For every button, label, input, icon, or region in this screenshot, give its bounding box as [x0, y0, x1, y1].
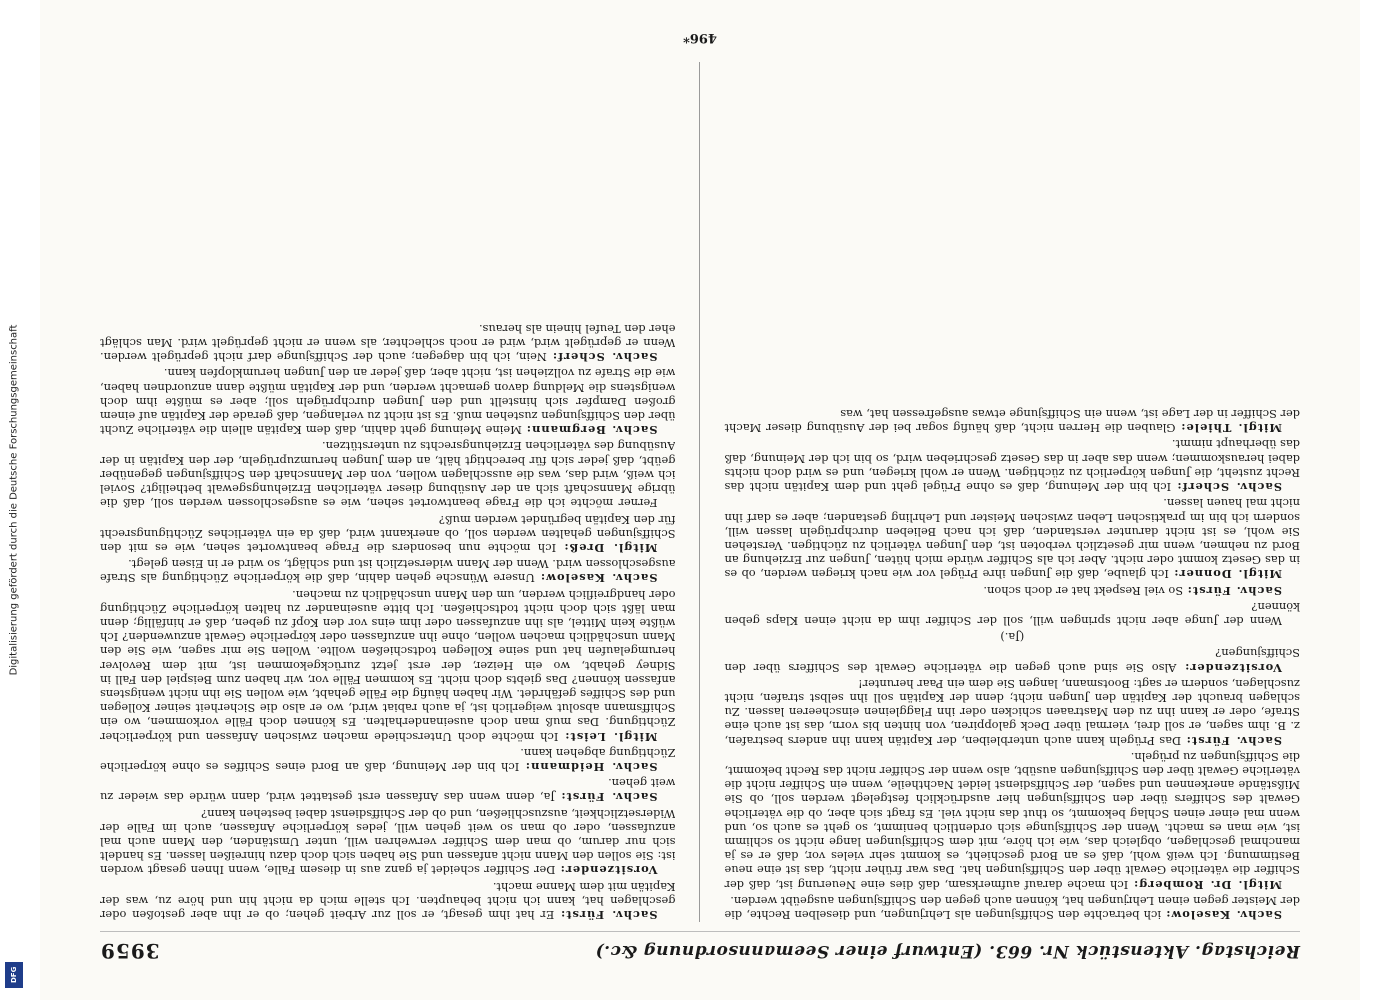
speaker-name: Vorsitzender:: [559, 863, 658, 878]
speaker-name: Sachv. Scherf:: [1176, 480, 1282, 495]
speech-text: Der Schiffer scheidet ja ganz aus in diesem Falle, wenn Ihnen gesagt worden ist: Sie sollen den Mann nicht anfassen und Sie haben sich doch dazu hinreißen lassen. Es handelt sich nur darum, ob man dem Schiffer verwehren will, unter Umständen, den Mann auch mal anzufassen, oder ob man so weit gehen will, jedes körperliche Anfassen, auch im Falle der Widersetzlichkeit, auszuschließen, und ob der Schiffsdienst dabei bestehen kann?: [100, 806, 676, 878]
speech-paragraph: [725, 750, 1301, 892]
speaker-name: Sachv. Scherf:: [551, 350, 658, 365]
speaker-name: Sachv. Kaselow:: [539, 571, 658, 586]
speaker-name: Mitgl. Dr. Romberg:: [1133, 877, 1282, 892]
speaker-name: Mitgl. Dreß:: [563, 540, 658, 555]
speaker-name: Sachv. Heidmann:: [524, 759, 658, 774]
speech-text: Wenn der Junge aber nicht springen will, soll der Schiffer ihm da nicht einen Klaps geben können?: [724, 599, 1300, 628]
speaker-name: Sachv. Fürst:: [560, 790, 658, 805]
speech-text: Glauben die Herren nicht, daß häufig sogar bei der Ausübung dieser Macht der Schiffer in der Lage ist, wenn ein Schiffsjunge etwas ausgefressen hat, was: [724, 407, 1300, 436]
dfg-logo: DFG: [5, 962, 23, 988]
speech-paragraph: [100, 879, 676, 922]
scanned-page: [40, 0, 1360, 1000]
speech-text: So viel Respekt hat er doch schon.: [983, 583, 1184, 598]
speech-text: Ja, denn wenn das Anfassen erst gestattet wird, dann würde das wieder zu weit gehen.: [100, 776, 676, 805]
speech-paragraph: [725, 600, 1301, 628]
speech-paragraph: [725, 407, 1301, 435]
speech-paragraph: [100, 322, 676, 365]
text-columns: [100, 62, 1300, 922]
speaker-name: Mitgl. Donner:: [1173, 567, 1282, 582]
speech-text: Ich mache darauf aufmerksam, daß dies eine Neuerung ist, daß der Schiffer die väterliche Gewalt über den Schiffsjungen hat. Das war früher nicht, das ist eine neue Bestimmung. Ich weiß wohl, daß es an Bord geschieht, es kommt sehr vieles vor, daß er es ja manchmal geschlagen, obgleich das, wie ich höre, mit dem Schiffsjungen lange nicht so schlimm ist, wie man es macht. Wenn der Schiffsjunge sich ordentlich benimmt, so geht es auch so, und wenn mal einer einen Schlag bekommt, so thut das nicht viel. Es fragt sich aber, ob die väterliche Gewalt des Schiffers über den Schiffsjungen hier ausdrücklich festgelegt werden soll, ob Sie Mißstände anerkennen und sagen, der Schiffsdienst leidet Nachtheile, wenn ein Schiffer nicht die väterliche Gewalt über den Schiffsjungen ausübt, also wenn der Schiffer nicht das Recht bekommt, die Schiffsjungen zu prügeln.: [724, 749, 1300, 892]
speech-text: Ich möchte nun besonders die Frage beantwortet sehen, wie es mit den Schiffsjungen gehalten werden soll, ob anerkannt wird, daß da ein väterliches Züchtigungsrecht für den Kapitän begründet werden muß?: [100, 512, 676, 555]
speech-text: Er hat ihm gesagt, er soll zur Arbeit gehen; ob er ihn aber gestoßen oder geschlagen hat, kann ich nicht behaupten. Ich stelle mich da nicht hin und höre zu, was der Kapitän mit dem Manne macht.: [100, 879, 676, 922]
speech-text: Also Sie sind auch gegen die väterliche Gewalt des Schiffers über den Schiffsjungen?: [724, 646, 1300, 675]
speaker-name: Sachv. Fürst:: [560, 908, 658, 922]
page-number: 3959: [100, 939, 160, 963]
speech-paragraph: [725, 646, 1301, 674]
speech-paragraph: [100, 806, 676, 877]
speech-paragraph: [100, 587, 676, 743]
speech-paragraph: [100, 746, 676, 774]
speech-paragraph: [100, 439, 676, 510]
speech-text: Unsere Wünsche gehen dahin, daß die körperliche Züchtigung als Strafe ausgeschlossen wird. Wenn der Mann widersetzlich ist und schlägt, so wird er in Eisen gelegt.: [100, 557, 676, 586]
digitization-credit-strip: [0, 0, 28, 1000]
speech-paragraph: [100, 512, 676, 555]
column-divider: [700, 62, 701, 922]
right-column: [100, 62, 676, 922]
speaker-name: Sachv. Kaselow:: [1165, 908, 1282, 922]
speech-paragraph: [725, 677, 1301, 748]
speaker-name: Sachv. Bergmann:: [525, 423, 658, 438]
speech-paragraph: [725, 583, 1301, 597]
speech-paragraph: [725, 496, 1301, 581]
speech-text: Das Prügeln kann auch unterbleiben, der Kapitän kann ihn anders bestrafen, z. B. ihm sagen, er soll drei, viermal über Deck galoppiren, von hinten bis vorn, das ist auch eine Strafe, oder er kann ihn zu den Mastraaen schicken oder ihn Flaggleinen einscheeren lassen. Zu schlagen braucht der Kapitän den Jungen nicht; denn der Kapitän soll ihn selbst strafen, nicht zuschlagen, sondern er sagt: Bootsmann, langen Sie dem ein Paar herunter!: [724, 676, 1300, 748]
speech-paragraph: [100, 366, 676, 437]
digitization-credit-text: Digitalisierung gefördert durch die Deutsche Forschungsgemeinschaft: [8, 324, 20, 676]
speech-paragraph: [100, 557, 676, 585]
speech-text: Ich bin der Meinung, daß es ohne Prügel geht und dem Kapitän nicht das Recht zusteht, die Jungen körperlich zu züchtigen. Wenn er wohl kriegen, und es wird doch nichts dabei herauskommen; wenn das aber in das Gesetz geschrieben wird, so bin ich der Meinung, daß das überhaupt nimmt.: [724, 437, 1300, 495]
sheet-number: 496*: [683, 30, 717, 45]
speech-text: Ich möchte doch Unterschiede machen zwischen Anfassen und körperlicher Züchtigung. Das muß man doch auseinanderhalten. Es können doch Fälle vorkommen, wo ein Schiffsmann absolut weigerlich ist, ja auch rabiat wird, wo er also die Sicherheit seiner Kollegen und des Schiffes gefährdet. Wir haben häufig die Fälle gehabt, wie wollen Sie ihn nicht wenigstens anfassen können? Das giebts doch nicht. Es kommen Fälle vor, wir haben zum Beispiel den Fall in Sidney gehabt, wo ein Heizer, der erst jetzt zurückgekommen ist, mit dem Revolver herumgelaufen hat und seine Kollegen todtschießen wollte. Wollen Sie mir sagen, wie Sie den Mann unschädlich machen wollen, ohne ihn anzufassen oder körperliche Gewalt anzuwenden? Ich wüßte kein Mittel, als ihn anzufassen oder ihm eins vor den Kopf zu geben, daß er hinfällig; denn man läßt sich doch nicht todtschießen. Ich bitte auseinander zu halten körperliche Züchtigung oder handgreiflich werden, um den Mann unschädlich zu machen.: [100, 587, 676, 744]
running-title: Reichstag. Aktenstück Nr. 663. (Entwurf einer Seemannsordnung &c.): [595, 941, 1300, 961]
speech-paragraph: [100, 776, 676, 804]
page-header: [100, 931, 1300, 970]
left-column: [725, 62, 1301, 922]
speech-text: ich betrachte den Schiffsjungen als Lehrjungen, und dieselben Rechte, die der Meister gegen einen Lehrjungen hat, können auch gegen den Schiffsjungen ausgeübt werden.: [724, 893, 1300, 922]
interjection: (Ja.): [1000, 630, 1025, 645]
speech-text: Meine Meinung geht dahin, daß dem Kapitän allein die väterliche Zucht über den Schiffsjungen zustehen muß. Es ist nicht zu verlangen, daß gerade der Kapitän auf einem großen Dampfer sich hinstellt und den Jungen durchprügeln soll; aber es müßte ihm doch wenigstens die Meldung davon gemacht werden, und der Kapitän müßte dann anzuordnen haben, wie die Strafe zu vollziehen ist, nicht aber, daß jeder an den Jungen herumklopfen kann.: [100, 366, 676, 438]
speech-text: Ich bin der Meinung, daß an Bord eines Schiffes es ohne körperliche Züchtigung abgehen kann.: [100, 745, 676, 774]
speaker-name: Sachv. Fürst:: [1185, 733, 1282, 748]
speaker-name: Sachv. Fürst:: [1186, 583, 1282, 598]
speaker-name: Mitgl. Thiele:: [1180, 421, 1282, 436]
speaker-name: Vorsitzender:: [1184, 660, 1282, 675]
speech-text: Nein, ich bin dagegen; auch der Schiffsjunge darf nicht geprügelt werden. Wenn er geprügelt wird, wird er noch schlechter, als wenn er nicht geprügelt wird. Man schlägt eher den Teufel hinein als heraus.: [100, 321, 676, 365]
speech-text: Ferner möchte ich die Frage beantwortet sehen, wie es ausgeschlossen werden soll, daß die übrige Mannschaft sich an der Ausübung dieser väterlichen Erziehungsgewalt betheiligt? Soviel ich weiß, wird das, was die ausschlagen wollen, von der Mannschaft den Schiffsjungen gegenüber geübt, daß jeder sich für berechtigt hält, an dem Jungen herumzuprügeln, der den Kapitän in der Ausübung des väterlichen Erziehungsrechts zu unterstützen.: [100, 439, 676, 511]
speech-paragraph: [725, 437, 1301, 494]
speech-paragraph: [725, 894, 1301, 922]
speaker-name: Mitgl. Leist:: [564, 729, 658, 744]
speech-text: Ich glaube, daß die Jungen ihre Prügel vor wie nach kriegen werden, ob es in das Gesetz kommt oder nicht. Aber ich als Schiffer würde mich hüten, Jungen zur Erziehung an Bord zu nehmen, wenn mir gesetzlich verboten ist, den Jungen väterlich zu züchtigen. Verstehen Sie wohl, es ist nicht darunter verstanden, daß ich nach Belieben durchprügeln lassen will, sondern ich bin im praktischen Leben zwischen Meister und Lehrling gestanden; aber es darf ihn nicht mal hauen lassen.: [724, 496, 1300, 582]
